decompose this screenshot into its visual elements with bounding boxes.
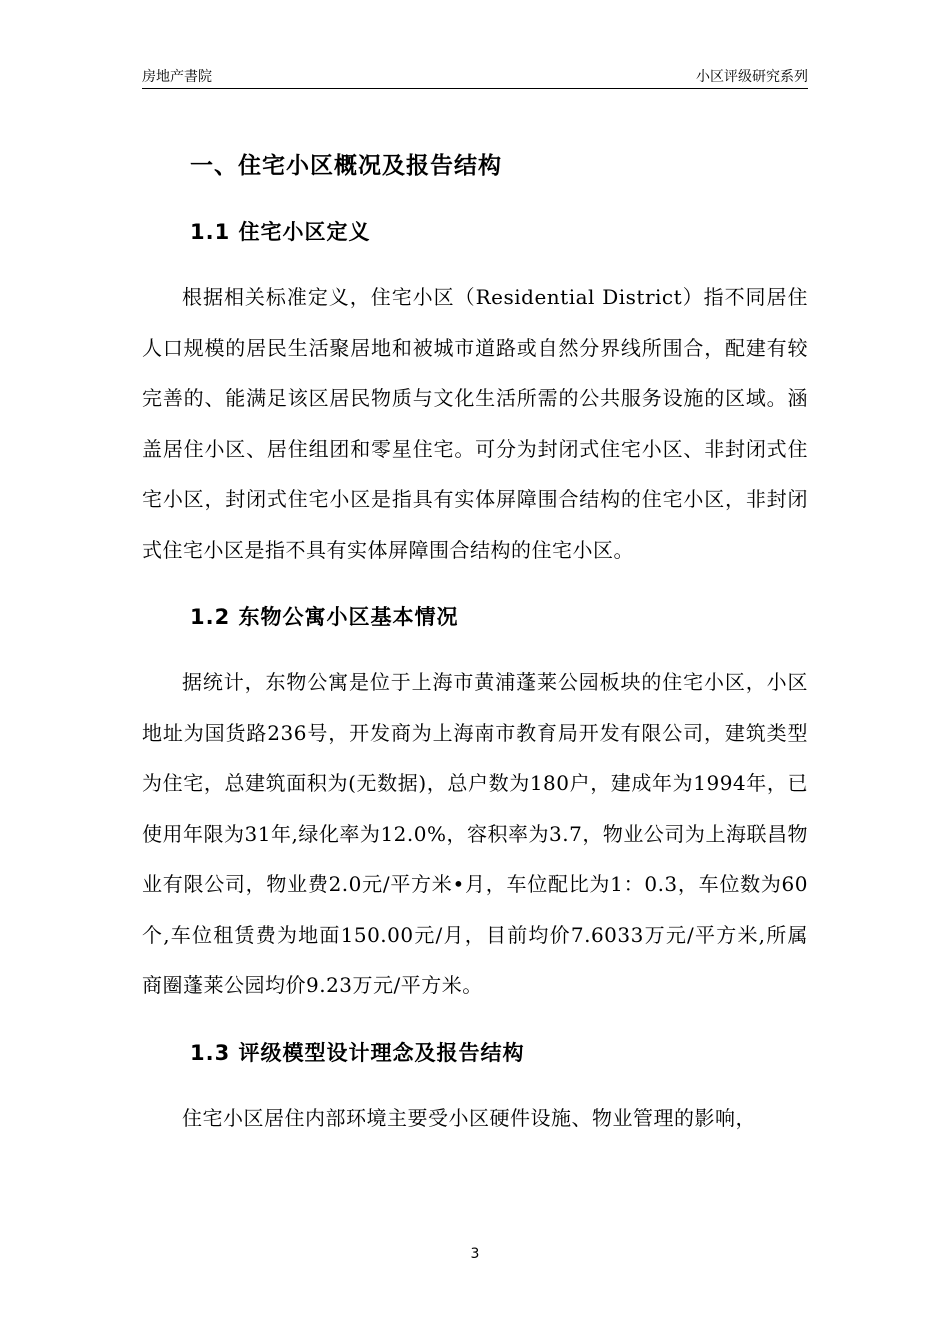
section-paragraph-1-1: 根据相关标准定义，住宅小区（Residential District）指不同居住人口规模的居民生活聚居地和被城市道路或自然分界线所围合，配建有较完善的、能满足该区居民物质与文化生活所需的公共服务设施的区域。涵盖居住小区、居住组团和零星住宅。可分为封闭式住宅小区、非封闭式住宅小区，封闭式住宅小区是指具有实体屏障围合结构的住宅小区，非封闭式住宅小区是指不具有实体屏障围合结构的住宅小区。 xyxy=(142,285,808,562)
document-body xyxy=(142,140,808,1143)
section-heading-1-3: 1.3 评级模型设计理念及报告结构 xyxy=(190,1040,525,1065)
header-publisher: 房地产書院 xyxy=(142,69,212,85)
section-paragraph-1-3: 住宅小区居住内部环境主要受小区硬件设施、物业管理的影响， xyxy=(182,1105,756,1130)
header-series-title: 小区评级研究系列 xyxy=(696,69,808,85)
chapter-title: 一、住宅小区概况及报告结构 xyxy=(190,153,502,179)
page-header xyxy=(142,62,808,89)
section-heading-1-2: 1.2 东物公寓小区基本情况 xyxy=(190,605,459,629)
section-paragraph-1-2: 据统计，东物公寓是位于上海市黄浦蓬莱公园板块的住宅小区，小区地址为国货路236号，开发商为上海南市教育局开发有限公司，建筑类型为住宅，总建筑面积为(无数据)，总户数为180户，建成年为1994年，已使用年限为31年,绿化率为12.0%，容积率为3.7，物业公司为上海联昌物业有限公司，物业费2.0元/平方米•月，车位配比为1：0.3，车位数为60个,车位租赁费为地面150.00元/月，目前均价7.6033万元/平方米,所属商圈蓬莱公园均价9.23万元/平方米。 xyxy=(142,670,808,997)
page-number: 3 xyxy=(470,1246,480,1262)
section-heading-1-1: 1.1 住宅小区定义 xyxy=(190,220,371,244)
